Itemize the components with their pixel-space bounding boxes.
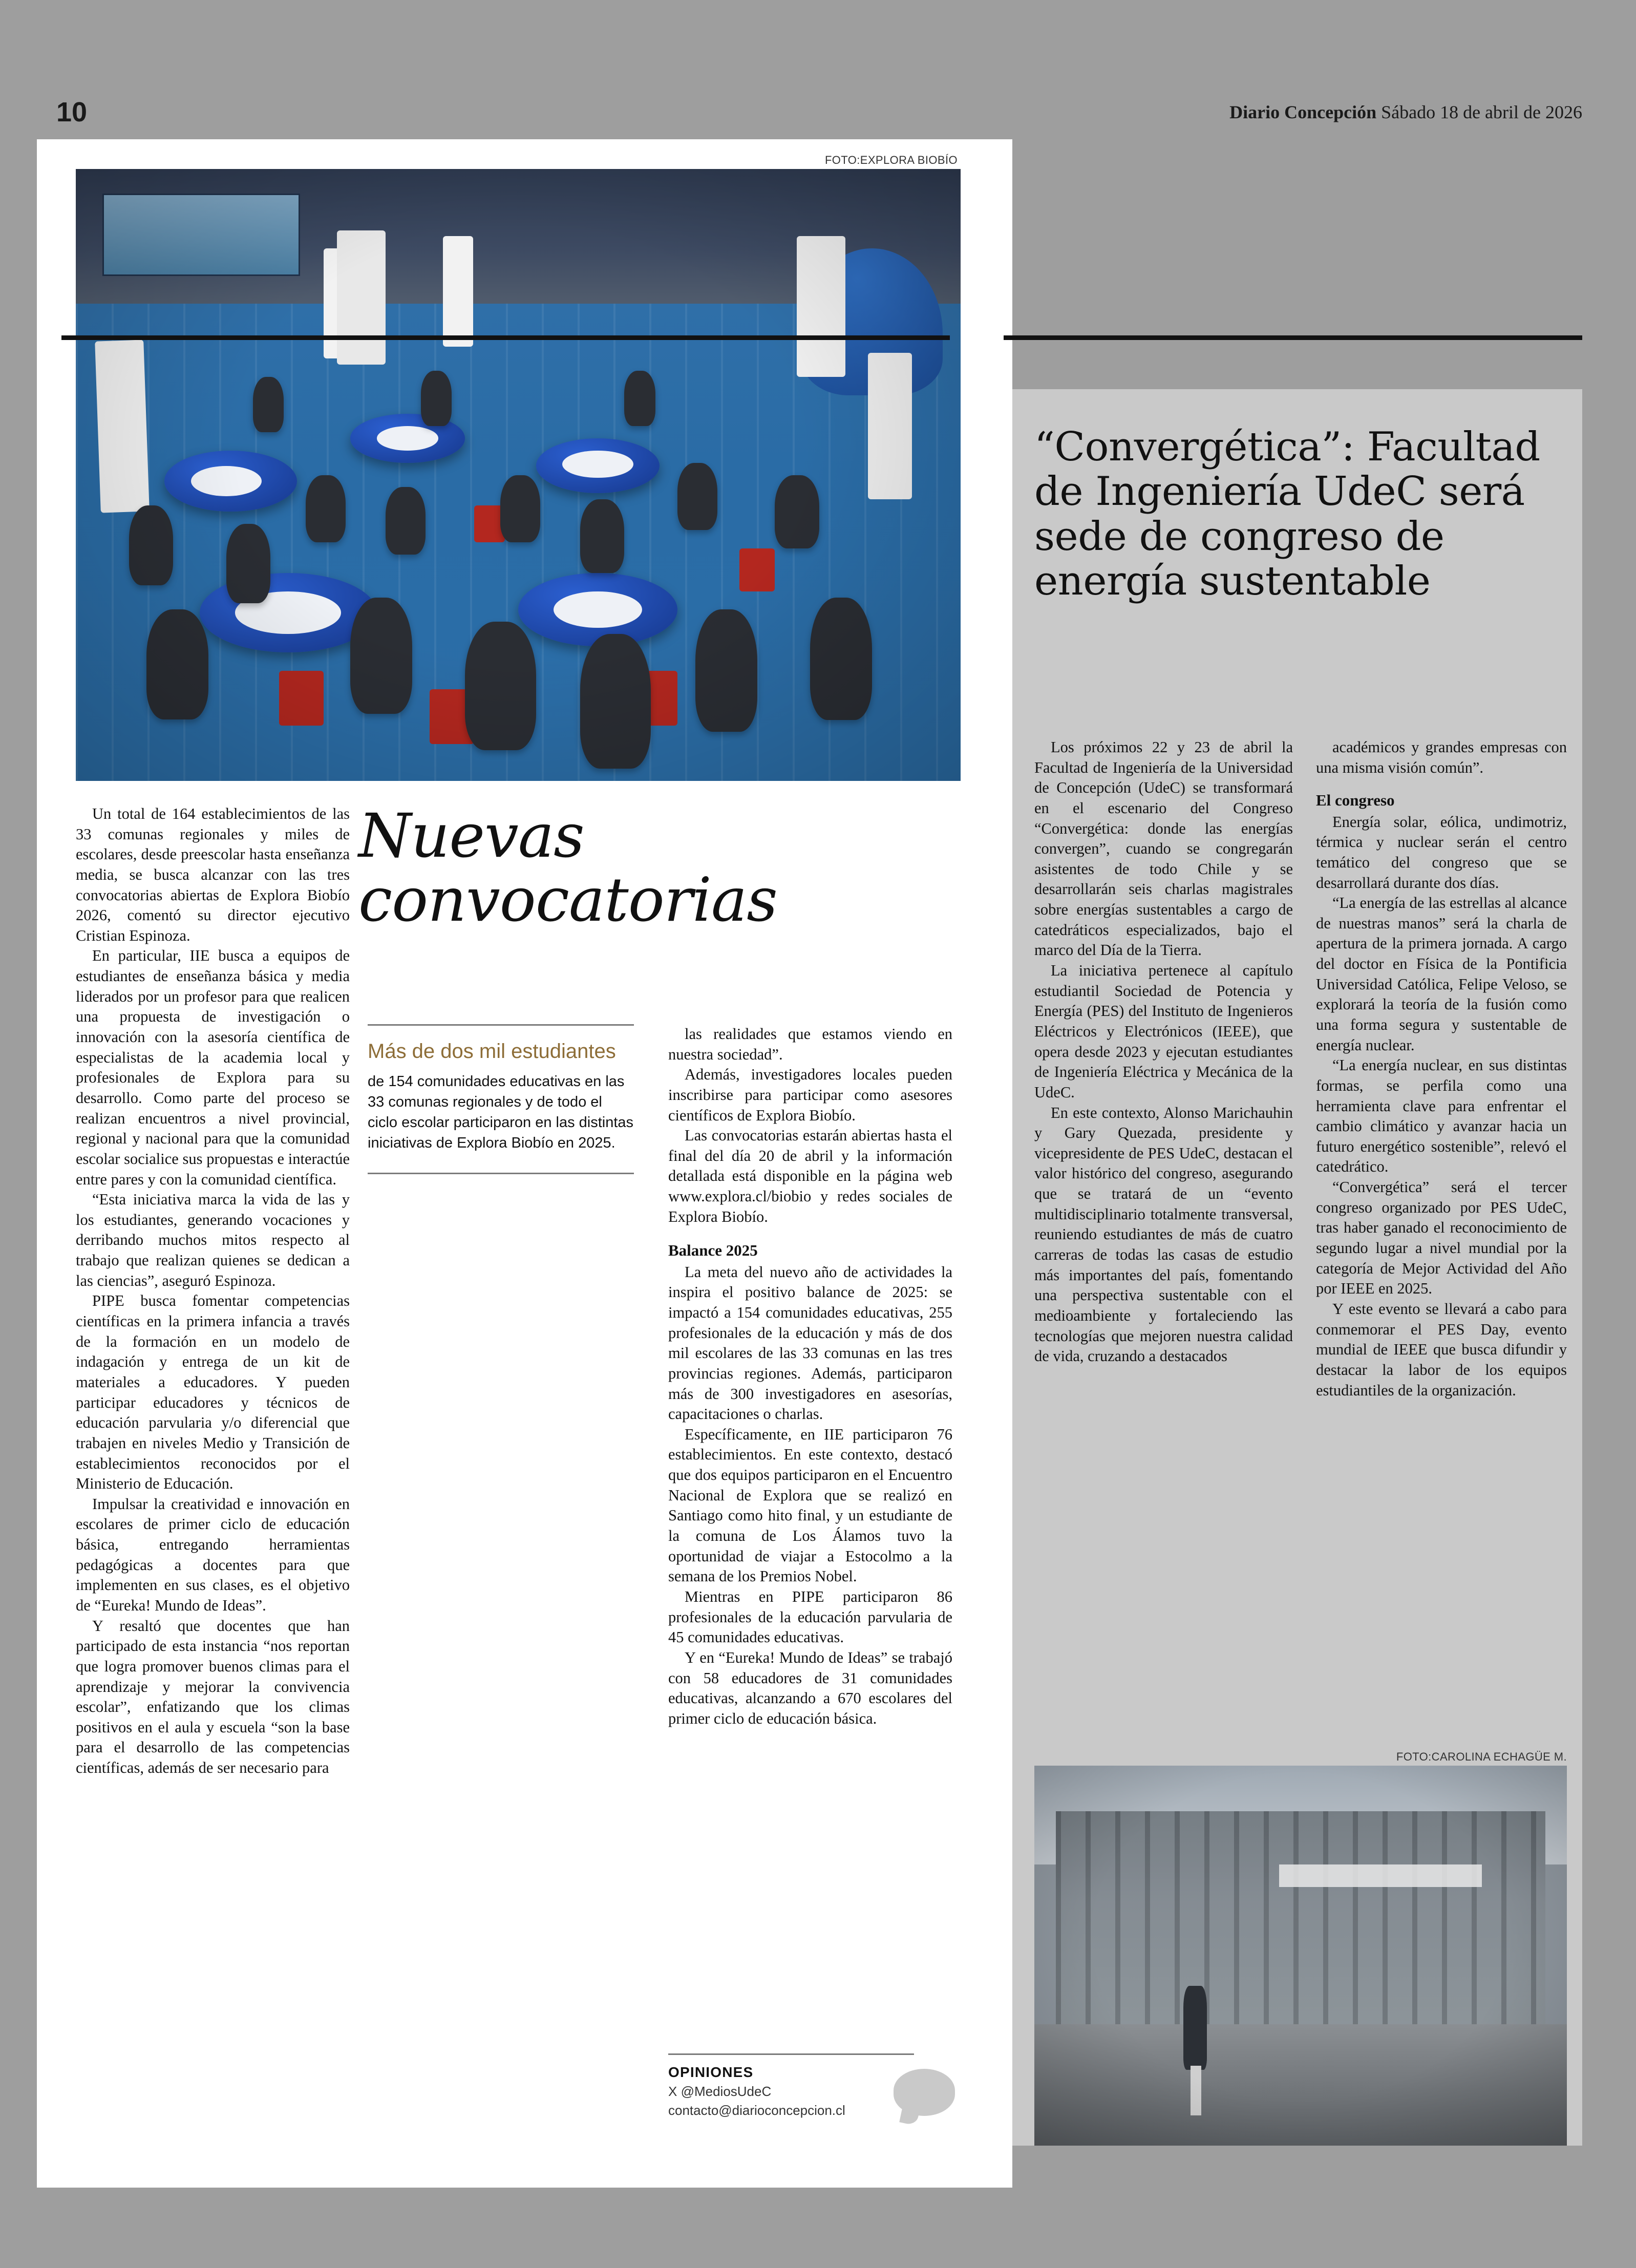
left-second-column [668, 1024, 952, 1729]
right-second-column [1316, 737, 1567, 1401]
paragraph: Energía solar, eólica, undimotriz, térmica y nuclear serán el centro temático del congreso que se desarrollará durante dos días. [1316, 813, 1567, 892]
masthead-info [1229, 101, 1582, 123]
speech-bubble-icon [894, 2069, 955, 2116]
paragraph: Específicamente, en IIE participaron 76 establecimientos. En este contexto, destacó que dos equipos participaron en el Encuentro Nacional de Explora que se realizó en Santiago como hito final, y un estudiante de la comuna de Los Álamos tuvo la oportunidad de viajar a Estocolmo a la semana de los Premios Nobel. [668, 1425, 952, 1585]
paragraph: La iniciativa pertenece al capítulo estudiantil Sociedad de Potencia y Energía (PES) del Instituto de Ingenieros Eléctricos y Electrónicos (IEEE), que opera desde 2023 y ejecutan estudiantes de Ingeniería Eléctrica y Mecánica de la UdeC. [1034, 962, 1293, 1101]
subheading-congreso: El congreso [1316, 791, 1395, 810]
right-headline: “Convergética”: Facultad de Ingeniería UdeC será sede de congreso de energía sustentable [1034, 424, 1540, 605]
paragraph: PIPE busca fomentar competencias científicas en la primera infancia a través de la formación en un modelo de indagación y entrega de un kit de materiales a educadores. Y pueden participar educadores y técnicos de educación parvularia y/o diferencial que trabajen en niveles Medio y Transición de establecimientos reconocidos por el Ministerio de Educación. [76, 1292, 350, 1493]
page-folio: 10 [56, 97, 88, 128]
paragraph: Y resaltó que docentes que han participado de esta instancia “nos reportan que logra promover buenos climas para el aprendizaje y mejorar la convivencia escolar”, enfatizando que los climas positivos en el aula y escuela “son la base para el desarrollo de las competencias científicas, además de ser necesario para [76, 1617, 350, 1777]
paragraph: Impulsar la creatividad e innovación en escolares de primer ciclo de educación básica, entregando herramientas pedagógicas a docentes para que implementen en sus clases, es el objetivo de “Eureka! Mundo de Ideas”. [76, 1495, 350, 1614]
opiniones-block [668, 2053, 955, 2118]
left-lead-column [76, 804, 350, 1778]
opiniones-email[interactable]: contacto@diarioconcepcion.cl [668, 2103, 845, 2118]
photo-vignette [1034, 1766, 1567, 2146]
paragraph: En este contexto, Alonso Marichauhin y Gary Quezada, presidente y vicepresidente de PES UdeC, destacan el valor histórico del congreso, asegurando que se tratará de un “evento multidisciplinario totalmente transversal, reuniendo estudiantes de más de cuatro carreras de todas las casas de estudio más importantes del país, fomentando una perspectiva sustentable con el medioambiente y fortaleciendo las tecnologías que mejoren nuestra calidad de vida, cruzando a destacados [1034, 1104, 1293, 1365]
left-headline: Nuevas convocatorias [358, 800, 777, 936]
opiniones-title: OPINIONES [668, 2064, 754, 2080]
photo-credit-bottom: FOTO:CAROLINA ECHAGÜE M. [1396, 1750, 1567, 1763]
divider [368, 1173, 634, 1174]
paragraph: Y en “Eureka! Mundo de Ideas” se trabajó con 58 educadores de 31 comunidades educativas, alcanzando a 670 escolares del primer ciclo de educación básica. [668, 1648, 952, 1727]
highlight-box [368, 1024, 634, 1174]
faculty-photo [1034, 1766, 1567, 2146]
right-first-column [1034, 737, 1293, 1367]
paragraph: “La energía de las estrellas al alcance de nuestras manos” será la charla de apertura de la primera jornada. A cargo del doctor en Física de la Pontificia Universidad Católica, Felipe Veloso, se explorará la teoría de la fusión como una forma segura y sustentable de energía nuclear. [1316, 894, 1567, 1054]
highlight-title: Más de dos mil estudiantes [368, 1040, 616, 1063]
publication-name: Diario Concepción [1229, 102, 1377, 122]
masthead [51, 92, 1582, 133]
paragraph: Las convocatorias estarán abiertas hasta el final del día 20 de abril y la información detallada está disponible en la página web www.explora.cl/biobio y redes sociales de Explora Biobío. [668, 1127, 952, 1225]
paragraph: Además, investigadores locales pueden inscribirse para participar como asesores científicos de Explora Biobío. [668, 1066, 952, 1124]
paragraph: las realidades que estamos viendo en nuestra sociedad”. [668, 1025, 952, 1063]
paragraph: “Esta iniciativa marca la vida de las y los estudiantes, generando vocaciones y derribando muchos mitos respecto al trabajo que realizan quienes se dedican a las ciencias”, aseguró Espinoza. [76, 1191, 350, 1289]
section-rule-left [61, 335, 950, 340]
paragraph: Y este evento se llevará a cabo para conmemorar el PES Day, evento mundial de IEEE que busca difundir y destacar la labor de los equipos estudiantiles de la organización. [1316, 1300, 1567, 1399]
paragraph: La meta del nuevo año de actividades la inspira el positivo balance de 2025: se impactó a 154 comunidades educativas, 255 profesionales de la educación y más de dos mil escolares de las 33 comunas en las tres provincias regiones. Además, participaron más de 300 investigadores en asesorías, capacitaciones o charlas. [668, 1263, 952, 1423]
highlight-text: de 154 comunidades educativas en las 33 comunas regionales y de todo el ciclo escolar participaron en las distintas iniciativas de Explora Biobío en 2025. [368, 1073, 634, 1151]
divider [368, 1024, 634, 1026]
paragraph: Los próximos 22 y 23 de abril la Facultad de Ingeniería de la Universidad de Concepción (UdeC) se transformará en el escenario del Congreso “Convergética: donde las energías convergen”, cuando se congregarán asistentes de todo Chile y se desarrollarán seis charlas magistrales sobre energías sustentables a cargo de catedráticos especializados, bajo el marco del Día de la Tierra. [1034, 738, 1293, 959]
subheading-balance: Balance 2025 [668, 1241, 758, 1260]
paragraph: Un total de 164 establecimientos de las 33 comunas regionales y miles de escolares, desde preescolar hasta enseñanza media, se busca alcanzar con las tres convocatorias abiertas de Explora Biobío 2026, comentó su director ejecutivo Cristian Espinoza. [76, 805, 350, 944]
photo-credit-top: FOTO:EXPLORA BIOBÍO [824, 154, 958, 166]
hero-photo [76, 169, 961, 781]
section-rule-right [1004, 335, 1582, 340]
photo-vignette [76, 169, 961, 781]
publication-date: Sábado 18 de abril de 2026 [1381, 102, 1582, 122]
divider [668, 2053, 914, 2055]
paragraph: Mientras en PIPE participaron 86 profesionales de la educación parvularia de 45 comunidades educativas. [668, 1587, 952, 1646]
paragraph: “La energía nuclear, en sus distintas formas, se perfila como una herramienta clave para enfrentar el cambio climático y avanzar hacia un futuro energético sostenible”, relevó el catedrático. [1316, 1056, 1567, 1176]
paragraph: “Convergética” será el tercer congreso organizado por PES UdeC, tras haber ganado el reconocimiento de segundo lugar a nivel mundial por la categoría de Mejor Actividad del Año por IEEE en 2025. [1316, 1178, 1567, 1298]
paragraph: En particular, IIE busca a equipos de estudiantes de enseñanza básica y media liderados por un profesor para que realicen una propuesta de investigación o innovación con la asesoría científica de especialistas de la academia local y profesionales de Explora para su desarrollo. Como parte del proceso se realizan encuentros a nivel provincial, regional y nacional para que la comunidad escolar socialice sus propuestas e interactúe entre pares y con la comunidad científica. [76, 947, 350, 1188]
paragraph: académicos y grandes empresas con una misma visión común”. [1316, 738, 1567, 776]
opiniones-social[interactable]: X @MediosUdeC [668, 2084, 772, 2099]
